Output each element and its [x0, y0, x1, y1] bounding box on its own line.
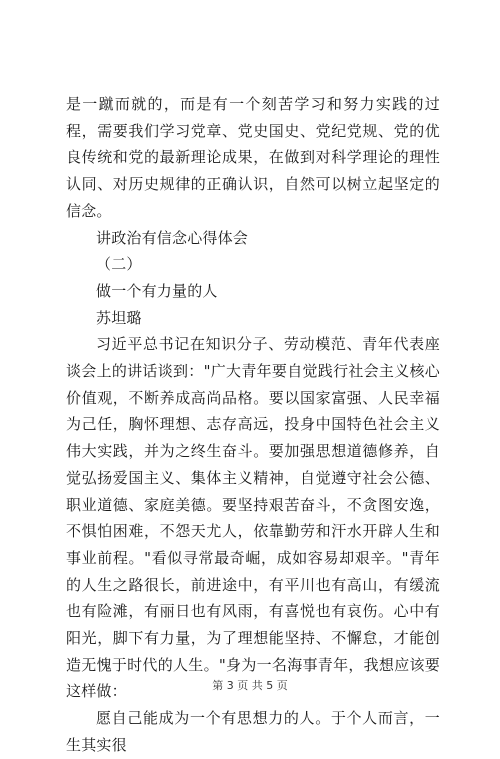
paragraph-quote: 习近平总书记在知识分子、劳动模范、青年代表座谈会上的讲话谈到："广大青年要自觉践行社会主义核心价值观，不断养成高尚品格。要以国家富强、人民幸福为己任，胸怀理想、志存高远，投身中国特色社会主义伟大实践，并为之终生奋斗。要加强思想道德修养，自觉弘扬爱国主义、集体主义精神，自觉遵守社会公德、职业道德、家庭美德。要坚持艰苦奋斗，不贪图安逸，不惧怕困难，不怨天尤人，依靠勤劳和汗水开辟人生和事业前程。"看似寻常最奇崛，成如容易却艰辛。"青年的人生之路很长，前进途中，有平川也有高山，有缓流也有险滩，有丽日也有风雨，有喜悦也有哀伤。心中有阳光，脚下有力量，为了理想能坚持、不懈怠，才能创造无愧于时代的人生。"身为一名海事青年，我想应该要这样做：	[66, 335, 440, 701]
essay-subtitle: 做一个有力量的人	[96, 281, 218, 300]
essay-number: （二）	[96, 255, 142, 274]
essay-author: 苏坦璐	[96, 308, 142, 327]
paragraph-continuation: 是一蹴而就的，而是有一个刻苦学习和努力实践的过程，需要我们学习党章、党史国史、党纪党规、党的优良传统和党的最新理论成果，在做到对科学理论的理性认同、对历史规律的正确认识，自然可以树立起坚定的信念。	[66, 95, 440, 220]
page-footer: 第 3 页 共 5 页	[212, 679, 288, 692]
paragraph-last: 愿自己能成为一个有思想力的人。于个人而言，一生其实很	[66, 709, 440, 754]
document-body	[66, 91, 440, 759]
essay-title: 讲政治有信念心得体会	[96, 228, 249, 247]
